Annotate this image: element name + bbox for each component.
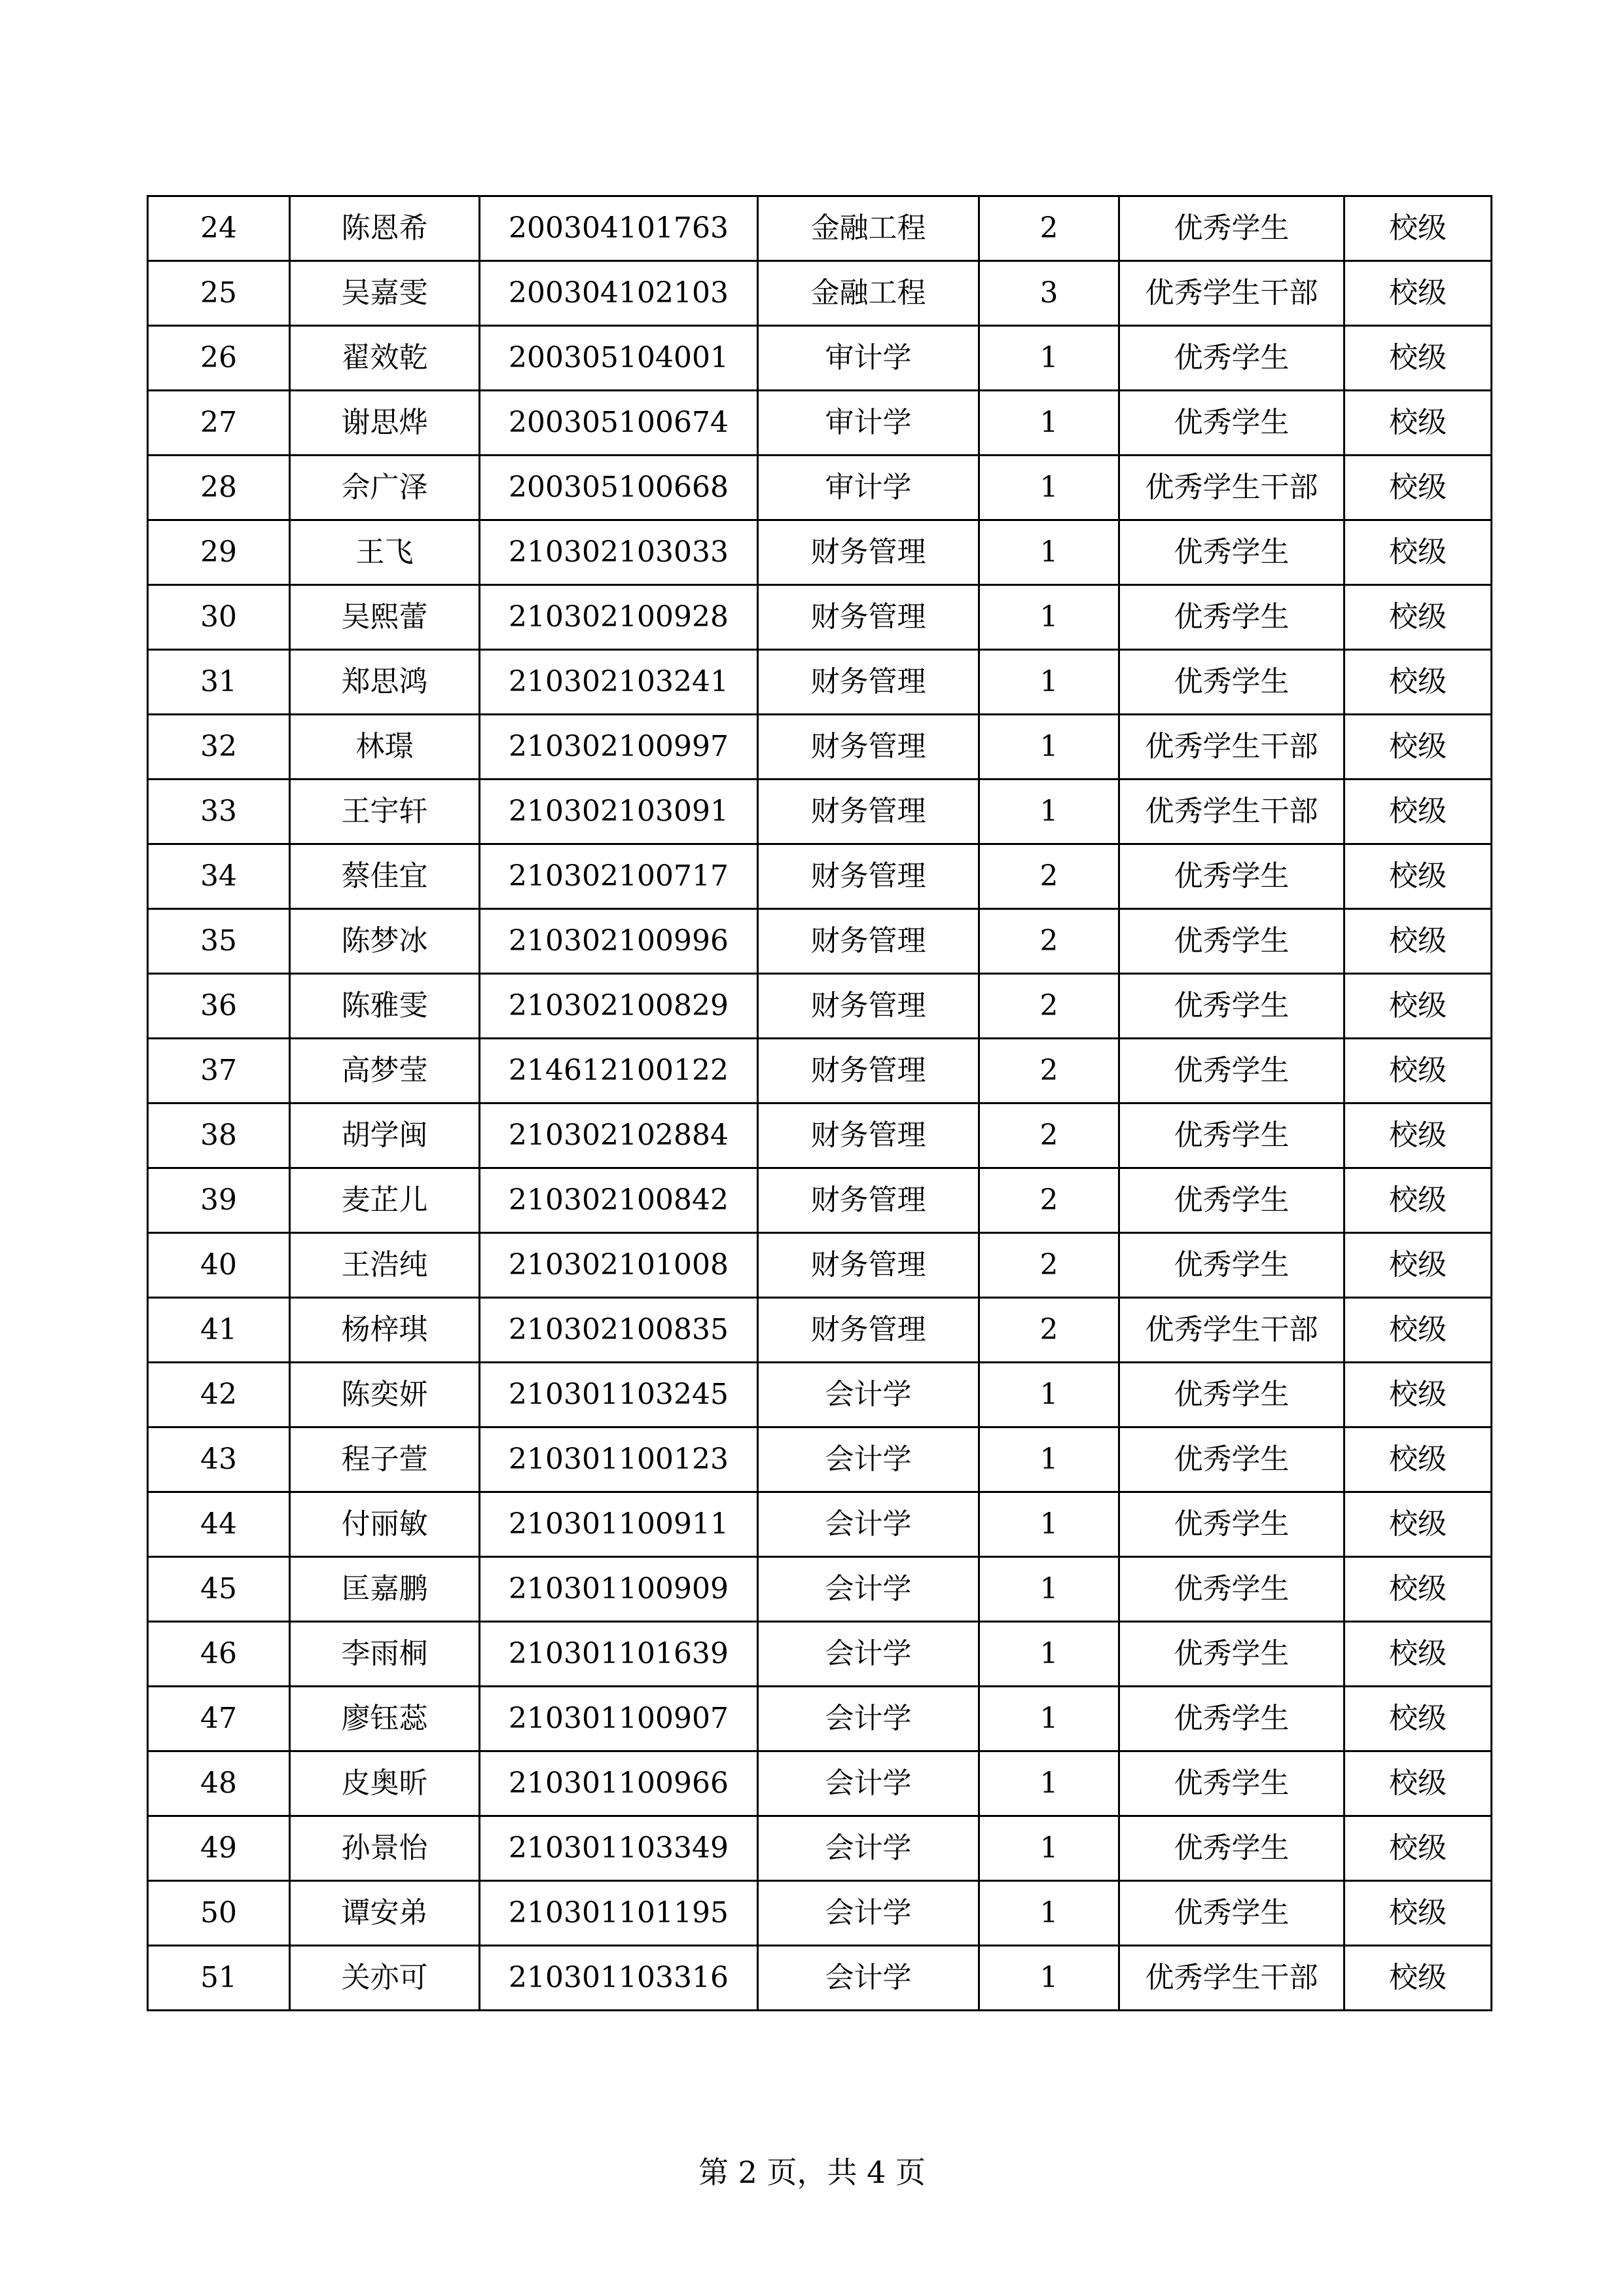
table-row xyxy=(148,1816,1492,1881)
row-index-cell: 43 xyxy=(148,1427,290,1492)
student-id-cell: 200304102103 xyxy=(480,261,758,326)
year-cell: 1 xyxy=(979,1881,1119,1946)
award-title-cell: 优秀学生 xyxy=(1119,1687,1344,1751)
student-name-cell: 陈恩希 xyxy=(290,196,480,261)
award-level-cell: 校级 xyxy=(1344,1233,1492,1298)
award-level-cell: 校级 xyxy=(1344,1363,1492,1427)
major-cell: 会计学 xyxy=(758,1946,979,2011)
year-cell: 1 xyxy=(979,1751,1119,1816)
student-id-cell: 210301103349 xyxy=(480,1816,758,1881)
major-cell: 财务管理 xyxy=(758,1298,979,1363)
year-cell: 1 xyxy=(979,326,1119,391)
award-title-cell: 优秀学生干部 xyxy=(1119,1298,1344,1363)
row-index-cell: 26 xyxy=(148,326,290,391)
student-name-cell: 杨梓琪 xyxy=(290,1298,480,1363)
student-name-cell: 王宇轩 xyxy=(290,780,480,844)
row-index-cell: 39 xyxy=(148,1168,290,1233)
table-row xyxy=(148,1622,1492,1687)
row-index-cell: 34 xyxy=(148,844,290,909)
award-level-cell: 校级 xyxy=(1344,1816,1492,1881)
year-cell: 1 xyxy=(979,1816,1119,1881)
award-level-cell: 校级 xyxy=(1344,1492,1492,1557)
award-level-cell: 校级 xyxy=(1344,1427,1492,1492)
table-row xyxy=(148,1881,1492,1946)
student-id-cell: 200304101763 xyxy=(480,196,758,261)
page-number-footer: 第 2 页，共 4 页 xyxy=(698,2155,926,2190)
row-index-cell: 31 xyxy=(148,650,290,715)
major-cell: 会计学 xyxy=(758,1751,979,1816)
row-index-cell: 24 xyxy=(148,196,290,261)
table-row xyxy=(148,1557,1492,1622)
student-id-cell: 210302100928 xyxy=(480,585,758,650)
award-title-cell: 优秀学生 xyxy=(1119,391,1344,456)
year-cell: 3 xyxy=(979,261,1119,326)
year-cell: 1 xyxy=(979,391,1119,456)
award-level-cell: 校级 xyxy=(1344,1103,1492,1168)
row-index-cell: 38 xyxy=(148,1103,290,1168)
row-index-cell: 41 xyxy=(148,1298,290,1363)
student-name-cell: 谭安弟 xyxy=(290,1881,480,1946)
row-index-cell: 37 xyxy=(148,1039,290,1103)
student-name-cell: 廖钰蕊 xyxy=(290,1687,480,1751)
student-id-cell: 210302100835 xyxy=(480,1298,758,1363)
year-cell: 1 xyxy=(979,456,1119,520)
award-title-cell: 优秀学生 xyxy=(1119,1168,1344,1233)
student-name-cell: 陈梦冰 xyxy=(290,909,480,974)
award-level-cell: 校级 xyxy=(1344,1168,1492,1233)
award-level-cell: 校级 xyxy=(1344,715,1492,780)
year-cell: 1 xyxy=(979,520,1119,585)
table-row xyxy=(148,261,1492,326)
award-level-cell: 校级 xyxy=(1344,1751,1492,1816)
award-level-cell: 校级 xyxy=(1344,456,1492,520)
year-cell: 1 xyxy=(979,585,1119,650)
student-name-cell: 匡嘉鹏 xyxy=(290,1557,480,1622)
table-row xyxy=(148,326,1492,391)
student-name-cell: 王飞 xyxy=(290,520,480,585)
row-index-cell: 28 xyxy=(148,456,290,520)
student-id-cell: 200305100674 xyxy=(480,391,758,456)
major-cell: 财务管理 xyxy=(758,650,979,715)
major-cell: 财务管理 xyxy=(758,520,979,585)
table-row xyxy=(148,520,1492,585)
student-name-cell: 谢思烨 xyxy=(290,391,480,456)
major-cell: 金融工程 xyxy=(758,196,979,261)
row-index-cell: 46 xyxy=(148,1622,290,1687)
year-cell: 2 xyxy=(979,1103,1119,1168)
award-title-cell: 优秀学生 xyxy=(1119,1557,1344,1622)
year-cell: 2 xyxy=(979,1168,1119,1233)
award-title-cell: 优秀学生 xyxy=(1119,650,1344,715)
award-title-cell: 优秀学生 xyxy=(1119,909,1344,974)
award-title-cell: 优秀学生 xyxy=(1119,974,1344,1039)
student-name-cell: 蔡佳宜 xyxy=(290,844,480,909)
table-row xyxy=(148,1168,1492,1233)
student-name-cell: 孙景怡 xyxy=(290,1816,480,1881)
year-cell: 1 xyxy=(979,1363,1119,1427)
award-title-cell: 优秀学生干部 xyxy=(1119,1946,1344,2011)
major-cell: 财务管理 xyxy=(758,780,979,844)
major-cell: 财务管理 xyxy=(758,1168,979,1233)
student-id-cell: 210301100909 xyxy=(480,1557,758,1622)
row-index-cell: 50 xyxy=(148,1881,290,1946)
award-title-cell: 优秀学生 xyxy=(1119,1881,1344,1946)
row-index-cell: 35 xyxy=(148,909,290,974)
table-row xyxy=(148,1751,1492,1816)
student-id-cell: 210302103091 xyxy=(480,780,758,844)
award-level-cell: 校级 xyxy=(1344,326,1492,391)
student-name-cell: 林璟 xyxy=(290,715,480,780)
student-name-cell: 陈奕妍 xyxy=(290,1363,480,1427)
student-name-cell: 佘广泽 xyxy=(290,456,480,520)
award-level-cell: 校级 xyxy=(1344,1881,1492,1946)
student-id-cell: 210301100123 xyxy=(480,1427,758,1492)
student-name-cell: 郑思鸿 xyxy=(290,650,480,715)
student-id-cell: 210302100842 xyxy=(480,1168,758,1233)
row-index-cell: 29 xyxy=(148,520,290,585)
student-id-cell: 210302100997 xyxy=(480,715,758,780)
year-cell: 1 xyxy=(979,1622,1119,1687)
award-title-cell: 优秀学生 xyxy=(1119,520,1344,585)
award-level-cell: 校级 xyxy=(1344,909,1492,974)
award-title-cell: 优秀学生干部 xyxy=(1119,715,1344,780)
student-id-cell: 210302101008 xyxy=(480,1233,758,1298)
major-cell: 财务管理 xyxy=(758,1233,979,1298)
row-index-cell: 25 xyxy=(148,261,290,326)
student-name-cell: 胡学闽 xyxy=(290,1103,480,1168)
table-row xyxy=(148,844,1492,909)
student-id-cell: 200305100668 xyxy=(480,456,758,520)
student-id-cell: 210302100717 xyxy=(480,844,758,909)
major-cell: 会计学 xyxy=(758,1687,979,1751)
major-cell: 金融工程 xyxy=(758,261,979,326)
table-row xyxy=(148,1039,1492,1103)
year-cell: 1 xyxy=(979,1427,1119,1492)
table-row xyxy=(148,1363,1492,1427)
student-name-cell: 吴熙蕾 xyxy=(290,585,480,650)
major-cell: 财务管理 xyxy=(758,844,979,909)
award-title-cell: 优秀学生干部 xyxy=(1119,261,1344,326)
student-id-cell: 210302103241 xyxy=(480,650,758,715)
award-level-cell: 校级 xyxy=(1344,261,1492,326)
student-id-cell: 210301100966 xyxy=(480,1751,758,1816)
row-index-cell: 32 xyxy=(148,715,290,780)
major-cell: 财务管理 xyxy=(758,585,979,650)
major-cell: 财务管理 xyxy=(758,1103,979,1168)
row-index-cell: 47 xyxy=(148,1687,290,1751)
year-cell: 1 xyxy=(979,715,1119,780)
table-row xyxy=(148,909,1492,974)
year-cell: 1 xyxy=(979,1946,1119,2011)
student-id-cell: 210302100829 xyxy=(480,974,758,1039)
award-level-cell: 校级 xyxy=(1344,1557,1492,1622)
year-cell: 2 xyxy=(979,844,1119,909)
award-title-cell: 优秀学生 xyxy=(1119,844,1344,909)
major-cell: 财务管理 xyxy=(758,909,979,974)
row-index-cell: 45 xyxy=(148,1557,290,1622)
row-index-cell: 48 xyxy=(148,1751,290,1816)
award-title-cell: 优秀学生 xyxy=(1119,326,1344,391)
student-id-cell: 210301103316 xyxy=(480,1946,758,2011)
student-name-cell: 李雨桐 xyxy=(290,1622,480,1687)
table-row xyxy=(148,391,1492,456)
table-row xyxy=(148,1233,1492,1298)
table-row xyxy=(148,715,1492,780)
student-id-cell: 210301101639 xyxy=(480,1622,758,1687)
student-id-cell: 210301103245 xyxy=(480,1363,758,1427)
award-title-cell: 优秀学生 xyxy=(1119,1427,1344,1492)
student-name-cell: 王浩纯 xyxy=(290,1233,480,1298)
award-title-cell: 优秀学生 xyxy=(1119,1039,1344,1103)
major-cell: 会计学 xyxy=(758,1363,979,1427)
table-row xyxy=(148,1492,1492,1557)
table-row xyxy=(148,196,1492,261)
award-level-cell: 校级 xyxy=(1344,196,1492,261)
award-level-cell: 校级 xyxy=(1344,391,1492,456)
award-level-cell: 校级 xyxy=(1344,1039,1492,1103)
major-cell: 财务管理 xyxy=(758,974,979,1039)
row-index-cell: 36 xyxy=(148,974,290,1039)
major-cell: 财务管理 xyxy=(758,1039,979,1103)
award-level-cell: 校级 xyxy=(1344,1622,1492,1687)
table-row xyxy=(148,1103,1492,1168)
award-title-cell: 优秀学生 xyxy=(1119,1492,1344,1557)
student-name-cell: 麦芷儿 xyxy=(290,1168,480,1233)
major-cell: 审计学 xyxy=(758,391,979,456)
student-id-cell: 210301100907 xyxy=(480,1687,758,1751)
student-name-cell: 付丽敏 xyxy=(290,1492,480,1557)
award-title-cell: 优秀学生 xyxy=(1119,196,1344,261)
table-row xyxy=(148,1427,1492,1492)
row-index-cell: 42 xyxy=(148,1363,290,1427)
major-cell: 会计学 xyxy=(758,1427,979,1492)
award-level-cell: 校级 xyxy=(1344,520,1492,585)
table-row xyxy=(148,974,1492,1039)
student-name-cell: 程子萱 xyxy=(290,1427,480,1492)
year-cell: 1 xyxy=(979,1492,1119,1557)
row-index-cell: 30 xyxy=(148,585,290,650)
year-cell: 2 xyxy=(979,1298,1119,1363)
row-index-cell: 33 xyxy=(148,780,290,844)
student-id-cell: 210302103033 xyxy=(480,520,758,585)
student-id-cell: 214612100122 xyxy=(480,1039,758,1103)
award-level-cell: 校级 xyxy=(1344,974,1492,1039)
year-cell: 1 xyxy=(979,1687,1119,1751)
student-id-cell: 210302100996 xyxy=(480,909,758,974)
major-cell: 财务管理 xyxy=(758,715,979,780)
major-cell: 会计学 xyxy=(758,1816,979,1881)
student-name-cell: 翟效乾 xyxy=(290,326,480,391)
award-level-cell: 校级 xyxy=(1344,585,1492,650)
award-level-cell: 校级 xyxy=(1344,780,1492,844)
award-title-cell: 优秀学生 xyxy=(1119,1751,1344,1816)
award-title-cell: 优秀学生干部 xyxy=(1119,780,1344,844)
student-name-cell: 关亦可 xyxy=(290,1946,480,2011)
award-table-body xyxy=(148,196,1492,2011)
student-id-cell: 210301101195 xyxy=(480,1881,758,1946)
row-index-cell: 40 xyxy=(148,1233,290,1298)
year-cell: 2 xyxy=(979,974,1119,1039)
major-cell: 审计学 xyxy=(758,326,979,391)
major-cell: 会计学 xyxy=(758,1881,979,1946)
award-level-cell: 校级 xyxy=(1344,1298,1492,1363)
award-title-cell: 优秀学生 xyxy=(1119,1622,1344,1687)
year-cell: 2 xyxy=(979,1039,1119,1103)
student-name-cell: 皮奥昕 xyxy=(290,1751,480,1816)
row-index-cell: 49 xyxy=(148,1816,290,1881)
major-cell: 会计学 xyxy=(758,1492,979,1557)
table-row xyxy=(148,1687,1492,1751)
table-row xyxy=(148,650,1492,715)
year-cell: 2 xyxy=(979,909,1119,974)
year-cell: 1 xyxy=(979,780,1119,844)
award-list-table xyxy=(147,195,1492,2011)
student-id-cell: 210302102884 xyxy=(480,1103,758,1168)
table-row xyxy=(148,780,1492,844)
award-title-cell: 优秀学生 xyxy=(1119,1363,1344,1427)
award-level-cell: 校级 xyxy=(1344,650,1492,715)
award-level-cell: 校级 xyxy=(1344,1946,1492,2011)
student-id-cell: 200305104001 xyxy=(480,326,758,391)
award-level-cell: 校级 xyxy=(1344,844,1492,909)
award-title-cell: 优秀学生 xyxy=(1119,1233,1344,1298)
major-cell: 审计学 xyxy=(758,456,979,520)
award-title-cell: 优秀学生干部 xyxy=(1119,456,1344,520)
year-cell: 2 xyxy=(979,1233,1119,1298)
year-cell: 1 xyxy=(979,1557,1119,1622)
award-level-cell: 校级 xyxy=(1344,1687,1492,1751)
table-row xyxy=(148,1946,1492,2011)
major-cell: 会计学 xyxy=(758,1557,979,1622)
table-row xyxy=(148,1298,1492,1363)
student-name-cell: 高梦莹 xyxy=(290,1039,480,1103)
student-name-cell: 吴嘉雯 xyxy=(290,261,480,326)
table-row xyxy=(148,585,1492,650)
major-cell: 会计学 xyxy=(758,1622,979,1687)
student-name-cell: 陈雅雯 xyxy=(290,974,480,1039)
student-id-cell: 210301100911 xyxy=(480,1492,758,1557)
award-title-cell: 优秀学生 xyxy=(1119,1103,1344,1168)
row-index-cell: 27 xyxy=(148,391,290,456)
row-index-cell: 44 xyxy=(148,1492,290,1557)
award-title-cell: 优秀学生 xyxy=(1119,1816,1344,1881)
year-cell: 1 xyxy=(979,650,1119,715)
row-index-cell: 51 xyxy=(148,1946,290,2011)
award-title-cell: 优秀学生 xyxy=(1119,585,1344,650)
table-row xyxy=(148,456,1492,520)
year-cell: 2 xyxy=(979,196,1119,261)
